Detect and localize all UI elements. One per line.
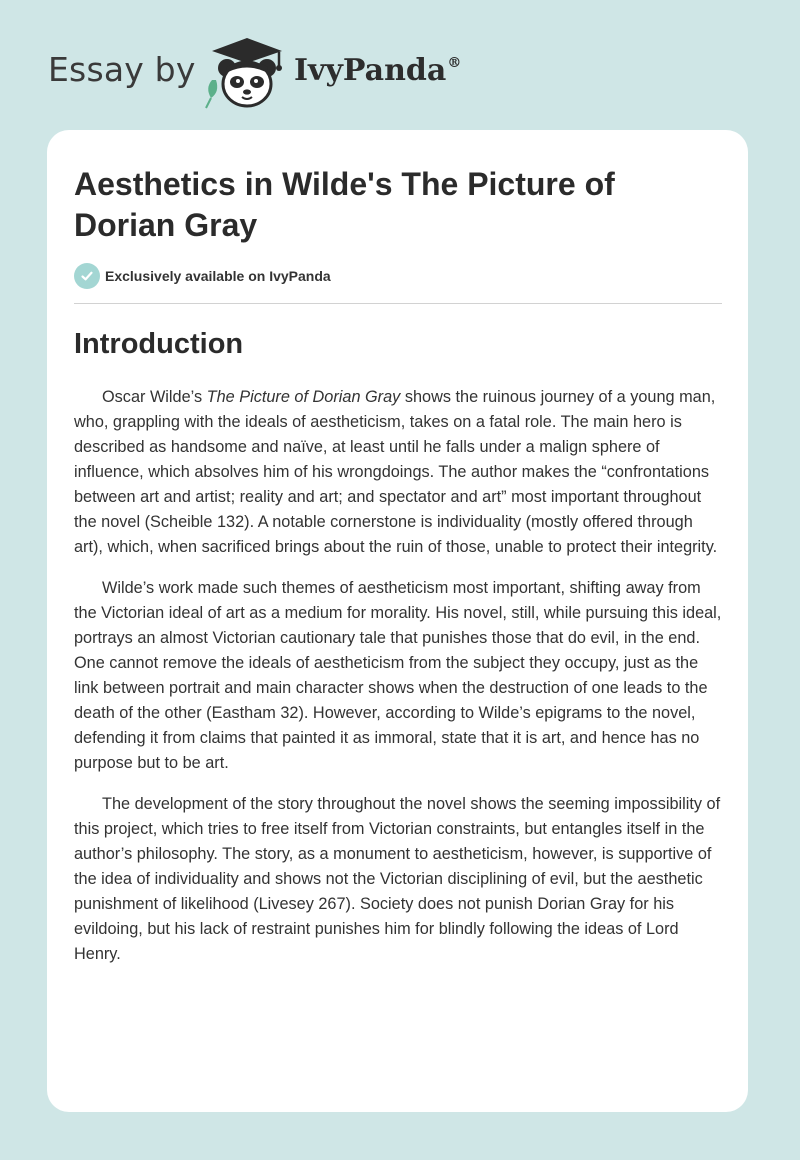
paragraph-text: shows the ruinous journey of a young man, who, grappling with the ideals of aestheticism, takes on a fatal role. The main hero is described as handsome and naïve, at least until he falls under a malign sphere of influence, which absolves him of his wrongdoings. The author makes the “confrontations between art and artist; reality and art; and spectator and art” most important throughout the novel (Scheible 132). A notable cornerstone is individuality (mostly offered through art), which, when sacrificed brings about the ruin of those, unable to protect their integrity.: [74, 388, 718, 556]
exclusive-label: Exclusively available on IvyPanda: [105, 268, 331, 284]
paragraph: The development of the story throughout the novel shows the seeming impossibility of this project, which tries to free itself from Victorian constraints, but entangles itself in the author’s philosophy. The story, as a monument to aestheticism, however, is supportive of the idea of individuality and shows not the Victorian disciplining of evil, but the aesthetic punishment of likelihood (Livesey 267). Society does not punish Dorian Gray for his evildoing, but his lack of restraint punishes him for blindly following the ideas of Lord Henry.: [74, 795, 721, 963]
article-body: [74, 385, 724, 983]
registered-mark: ®: [447, 55, 462, 71]
section-heading: Introduction: [74, 328, 244, 360]
brand-name-text: IvyPanda: [294, 53, 447, 88]
check-circle-icon: [74, 263, 100, 289]
article-card: [47, 130, 748, 1112]
exclusive-badge: [74, 263, 331, 289]
divider: [74, 303, 722, 304]
paragraph: [74, 385, 724, 560]
brand-header: [48, 30, 518, 110]
paragraph-text: Oscar Wilde’s: [102, 388, 207, 406]
brand-prefix: Essay by: [48, 50, 196, 89]
book-title: The Picture of Dorian Gray: [206, 388, 401, 406]
article-title: Aesthetics in Wilde's The Picture of Dorian Gray: [74, 166, 615, 243]
paragraph: Wilde’s work made such themes of aestheticism most important, shifting away from the Victorian ideal of art as a medium for morality. His novel, still, while pursuing this ideal, portrays an almost Victorian cautionary tale that punishes those that do evil, in the end. One cannot remove the ideals of aestheticism from the subject they occupy, just as the link between portrait and main character shows when the destruction of one leads to the death of the other (Eastham 32). However, according to Wilde’s epigrams to the novel, defending it from claims that painted it as immoral, state that it is art, and hence has no purpose but to be art.: [74, 579, 722, 772]
brand-name: [294, 53, 461, 88]
panda-graduate-icon: [202, 34, 292, 110]
